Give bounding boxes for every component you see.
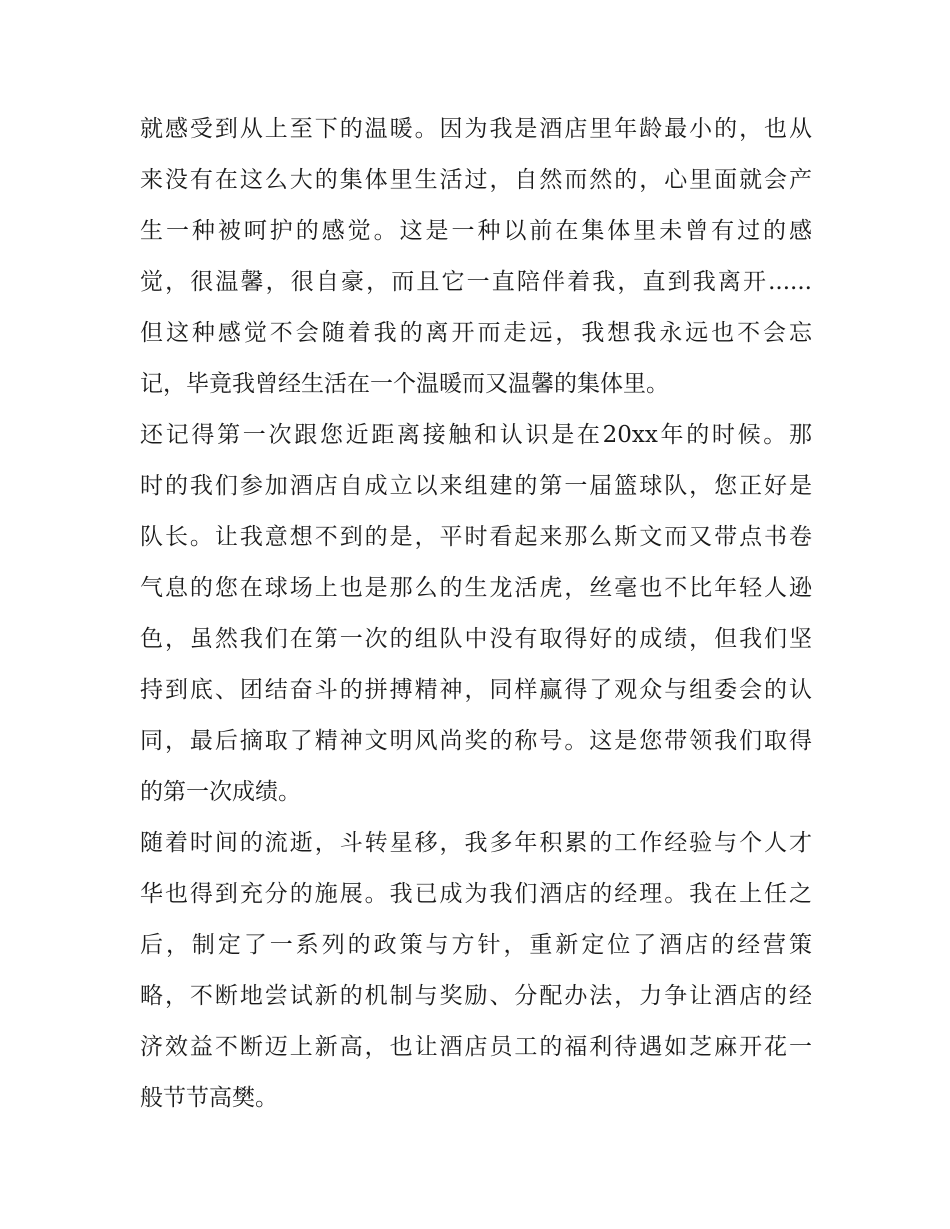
text-line: 同，最后摘取了精神文明风尚奖的称号。这是您带领我们取得 xyxy=(140,728,812,754)
text-line: 队长。让我意想不到的是，平时看起来那么斯文而又带点书卷 xyxy=(140,524,812,550)
text-line: 气息的您在球场上也是那么的生龙活虎，丝毫也不比年轻人逊 xyxy=(140,575,812,601)
text-line: 觉，很温馨，很自豪，而且它一直陪伴着我，直到我离开...... xyxy=(140,269,812,295)
text-line: 就感受到从上至下的温暖。因为我是酒店里年龄最小的，也从 xyxy=(140,116,812,142)
text-line: 时的我们参加酒店自成立以来组建的第一届篮球队，您正好是 xyxy=(140,473,812,499)
text-line: 色，虽然我们在第一次的组队中没有取得好的成绩，但我们坚 xyxy=(140,626,812,652)
paragraph-1 xyxy=(140,104,812,410)
text-line: 还记得第一次跟您近距离接触和认识是在20xx年的时候。那 xyxy=(140,422,812,448)
text-line: 济效益不断迈上新高，也让酒店员工的福利待遇如芝麻开花一 xyxy=(140,1034,812,1060)
text-line: 但这种感觉不会随着我的离开而走远，我想我永远也不会忘 xyxy=(140,320,812,346)
text-line: 持到底、团结奋斗的拼搏精神，同样赢得了观众与组委会的认 xyxy=(140,677,812,703)
paragraph-3 xyxy=(140,818,812,1124)
text-line: 华也得到充分的施展。我已成为我们酒店的经理。我在上任之 xyxy=(140,881,812,907)
paragraph-2 xyxy=(140,410,812,818)
text-line: 的第一次成绩。 xyxy=(140,779,301,805)
text-line: 略，不断地尝试新的机制与奖励、分配办法，力争让酒店的经 xyxy=(140,983,812,1009)
text-line: 来没有在这么大的集体里生活过，自然而然的，心里面就会产 xyxy=(140,167,812,193)
document-body xyxy=(140,104,812,1124)
text-line: 生一种被呵护的感觉。这是一种以前在集体里未曾有过的感 xyxy=(140,218,812,244)
text-line: 随着时间的流逝，斗转星移，我多年积累的工作经验与个人才 xyxy=(140,830,812,856)
text-line: 后，制定了一系列的政策与方针，重新定位了酒店的经营策 xyxy=(140,932,812,958)
text-line: 记，毕竟我曾经生活在一个温暖而又温馨的集体里。 xyxy=(140,371,669,397)
text-line: 般节节高樊。 xyxy=(140,1085,278,1111)
